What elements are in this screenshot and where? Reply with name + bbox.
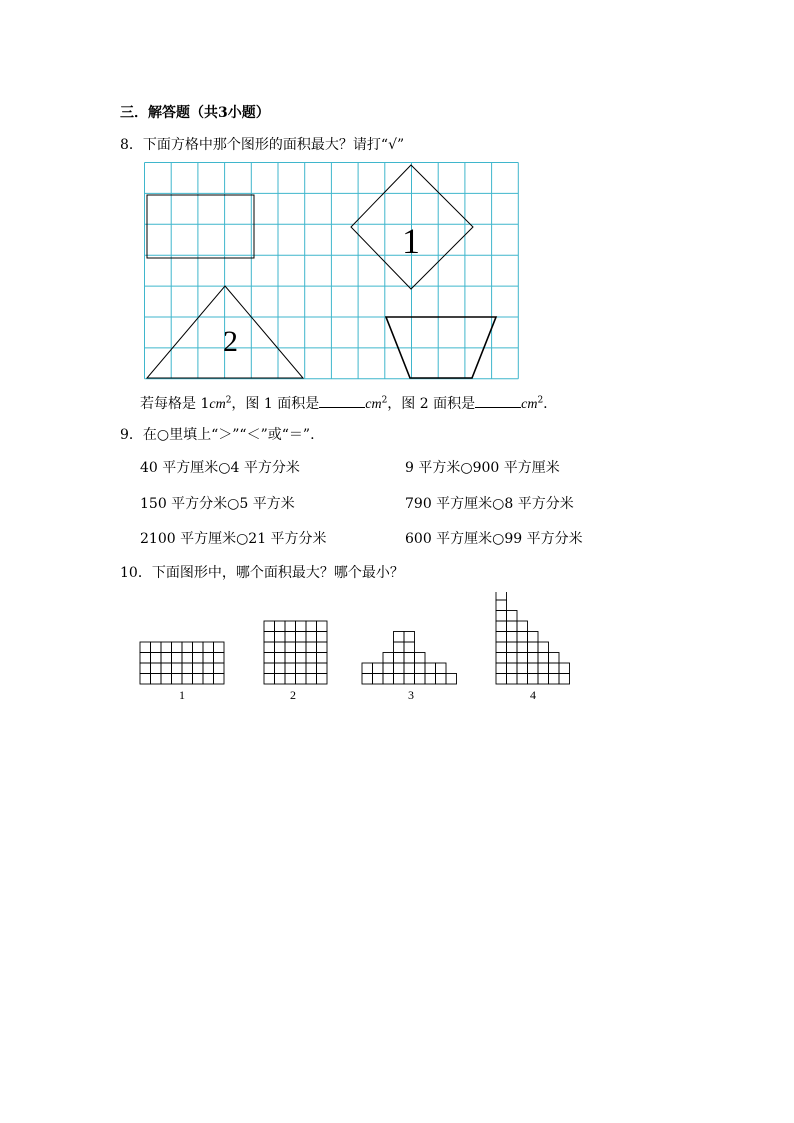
unit-power: 2 — [381, 395, 388, 406]
unit-power: 2 — [225, 395, 232, 406]
figure-4-cell — [496, 592, 507, 600]
figure-4-cell — [496, 611, 507, 622]
figure-4-cell — [507, 653, 518, 664]
figure-4-cell — [528, 674, 539, 685]
figure-4-cell — [507, 674, 518, 685]
unit-cm: cm — [365, 397, 382, 412]
figure-2-cell — [285, 653, 296, 664]
figure-4-cell — [528, 632, 539, 643]
figure-2-cell — [306, 674, 317, 685]
figure-caption-3: 3 — [408, 688, 414, 702]
figure-2-cell — [275, 632, 286, 643]
figure-3-cell — [404, 653, 415, 664]
figure-4-cell — [507, 642, 518, 653]
figure-3-cell — [362, 674, 373, 685]
unit-cm: cm — [209, 397, 226, 412]
figure-2-cell — [285, 642, 296, 653]
figure-2-cell — [264, 642, 275, 653]
figure-1-cell — [214, 663, 225, 674]
figure-1-cell — [161, 653, 172, 664]
figure-3-cell — [394, 674, 405, 685]
figure-2-cell — [296, 621, 307, 632]
figure-2-cell — [306, 621, 317, 632]
question-10-text: 10．下面图形中，哪个面积最大？哪个最小？ — [120, 565, 404, 581]
figure-2-cell — [285, 663, 296, 674]
answer-blank-1[interactable] — [319, 395, 365, 408]
figure-2-cell — [317, 663, 328, 674]
figure-1-cell — [140, 653, 151, 664]
answer-mid-2: ，图 2 面积是 — [387, 396, 476, 412]
figure-1-cell — [161, 642, 172, 653]
figure-2-cell — [296, 674, 307, 685]
figure-1-cell — [214, 674, 225, 685]
figure-4-cell — [528, 663, 539, 674]
figure-2-cell — [296, 642, 307, 653]
figure-1-cell — [182, 642, 193, 653]
figure-4-cell — [496, 600, 507, 611]
figure-2-cell — [275, 621, 286, 632]
figure-3-cell — [436, 663, 447, 674]
figure-4-cell — [496, 621, 507, 632]
figure-1-cell — [203, 642, 214, 653]
figure-3-cell — [373, 674, 384, 685]
figure-2-cell — [275, 642, 286, 653]
figure-4-cell — [507, 632, 518, 643]
figure-4-cell — [549, 663, 560, 674]
figure-4-cell — [517, 642, 528, 653]
figure-2-cell — [264, 663, 275, 674]
figure-2-cell — [306, 663, 317, 674]
figure-1-cell — [193, 663, 204, 674]
figure-4-cell — [496, 674, 507, 685]
figure-3-cell — [425, 663, 436, 674]
figure-4-cell — [507, 663, 518, 674]
figure-1-cell — [172, 642, 183, 653]
question-10-figures — [130, 592, 590, 712]
figure-2-cell — [317, 653, 328, 664]
figure-1-cell — [161, 663, 172, 674]
figure-2-cell — [306, 642, 317, 653]
figure-4-cell — [538, 653, 549, 664]
figure-3-cell — [425, 674, 436, 685]
figure-4-cell — [517, 663, 528, 674]
figure-3-cell — [394, 663, 405, 674]
figure-4-cell — [538, 663, 549, 674]
figure-1-cell — [203, 674, 214, 685]
figure-1-cell — [172, 653, 183, 664]
figure-2-cell — [264, 674, 275, 685]
figure-4-cell — [549, 674, 560, 685]
figure-4-cell — [517, 674, 528, 685]
figure-4-cell — [517, 653, 528, 664]
answer-blank-2[interactable] — [475, 395, 521, 408]
figure-1-cell — [193, 674, 204, 685]
compare-item: 9 平方米○900 平方厘米 — [405, 460, 560, 476]
question-8-text: 8．下面方格中那个图形的面积最大？请打“√” — [120, 137, 405, 153]
figure-4-cell — [559, 663, 570, 674]
shape-1-label: 1 — [402, 221, 420, 261]
rectangle-shape — [147, 195, 254, 258]
figure-2-cell — [275, 653, 286, 664]
figure-2-cell — [296, 632, 307, 643]
figure-1-cell — [214, 653, 225, 664]
figure-1-cell — [151, 653, 162, 664]
figure-3-cell — [362, 663, 373, 674]
figure-1-cell — [193, 653, 204, 664]
figure-4-cell — [496, 653, 507, 664]
question-8-grid-figure — [144, 162, 522, 380]
figure-1-cell — [151, 663, 162, 674]
figure-4-cell — [528, 642, 539, 653]
figure-3-cell — [446, 674, 457, 685]
figure-1-cell — [161, 674, 172, 685]
figure-2-cell — [317, 621, 328, 632]
figure-1-cell — [214, 642, 225, 653]
figure-1-cell — [172, 663, 183, 674]
figure-3-cell — [404, 674, 415, 685]
figure-1-cell — [203, 653, 214, 664]
figure-3-cell — [404, 632, 415, 643]
figure-3-cell — [404, 642, 415, 653]
figure-2-cell — [296, 663, 307, 674]
figure-1-cell — [140, 663, 151, 674]
figure-2-cell — [264, 653, 275, 664]
figure-2-cell — [285, 621, 296, 632]
compare-item: 2100 平方厘米○21 平方分米 — [140, 531, 327, 547]
figure-2-cell — [317, 642, 328, 653]
unit-cm: cm — [521, 397, 538, 412]
figure-2-cell — [275, 663, 286, 674]
section-title: 三．解答题（共3小题） — [120, 105, 270, 121]
answer-end: . — [543, 396, 548, 412]
figure-1-cell — [182, 663, 193, 674]
figure-3-cell — [404, 663, 415, 674]
figure-3-cell — [415, 663, 426, 674]
figure-3-cell — [394, 632, 405, 643]
figure-1-cell — [140, 642, 151, 653]
figure-3-cell — [383, 653, 394, 664]
figure-4-cell — [496, 663, 507, 674]
figure-3-cell — [383, 674, 394, 685]
figure-2-cell — [275, 674, 286, 685]
figure-caption-4: 4 — [530, 688, 536, 702]
figure-2-cell — [317, 674, 328, 685]
figure-1-cell — [172, 674, 183, 685]
figure-2-cell — [285, 674, 296, 685]
figure-3-cell — [394, 642, 405, 653]
figure-4-cell — [538, 642, 549, 653]
question-9-text: 9．在○里填上“＞”“＜”或“＝”. — [120, 427, 315, 443]
compare-item: 790 平方厘米○8 平方分米 — [405, 496, 574, 512]
compare-item: 150 平方分米○5 平方米 — [140, 496, 295, 512]
figure-4-cell — [559, 674, 570, 685]
figure-4-cell — [538, 674, 549, 685]
figure-3-cell — [415, 653, 426, 664]
figure-2-cell — [296, 653, 307, 664]
shape-2-label: 2 — [223, 325, 238, 358]
figure-caption-2: 2 — [290, 688, 296, 702]
figure-1-cell — [182, 653, 193, 664]
figure-3-cell — [383, 663, 394, 674]
figure-2-cell — [306, 653, 317, 664]
figure-2-cell — [306, 632, 317, 643]
figure-1-cell — [203, 663, 214, 674]
question-8-answer-line — [140, 395, 548, 414]
figure-4-cell — [507, 611, 518, 622]
figure-1-cell — [151, 674, 162, 685]
figure-2-cell — [285, 632, 296, 643]
figure-4-cell — [496, 632, 507, 643]
answer-prefix: 若每格是 1 — [140, 396, 210, 412]
figure-1-cell — [140, 674, 151, 685]
figure-1-cell — [193, 642, 204, 653]
figure-4-cell — [507, 621, 518, 632]
figure-4-cell — [528, 653, 539, 664]
figure-4-cell — [517, 632, 528, 643]
unit-power: 2 — [537, 395, 544, 406]
figure-3-cell — [373, 663, 384, 674]
compare-item: 40 平方厘米○4 平方分米 — [140, 460, 300, 476]
figure-1-cell — [182, 674, 193, 685]
figure-3-cell — [415, 674, 426, 685]
figure-2-cell — [264, 621, 275, 632]
figure-1-cell — [151, 642, 162, 653]
figure-2-cell — [264, 632, 275, 643]
figure-3-cell — [436, 674, 447, 685]
answer-mid: ，图 1 面积是 — [231, 396, 320, 412]
compare-item: 600 平方厘米○99 平方分米 — [405, 531, 583, 547]
figure-4-cell — [496, 642, 507, 653]
figure-2-cell — [317, 632, 328, 643]
figure-3-cell — [394, 653, 405, 664]
figure-caption-1: 1 — [179, 688, 185, 702]
figure-4-cell — [549, 653, 560, 664]
figure-4-cell — [517, 621, 528, 632]
